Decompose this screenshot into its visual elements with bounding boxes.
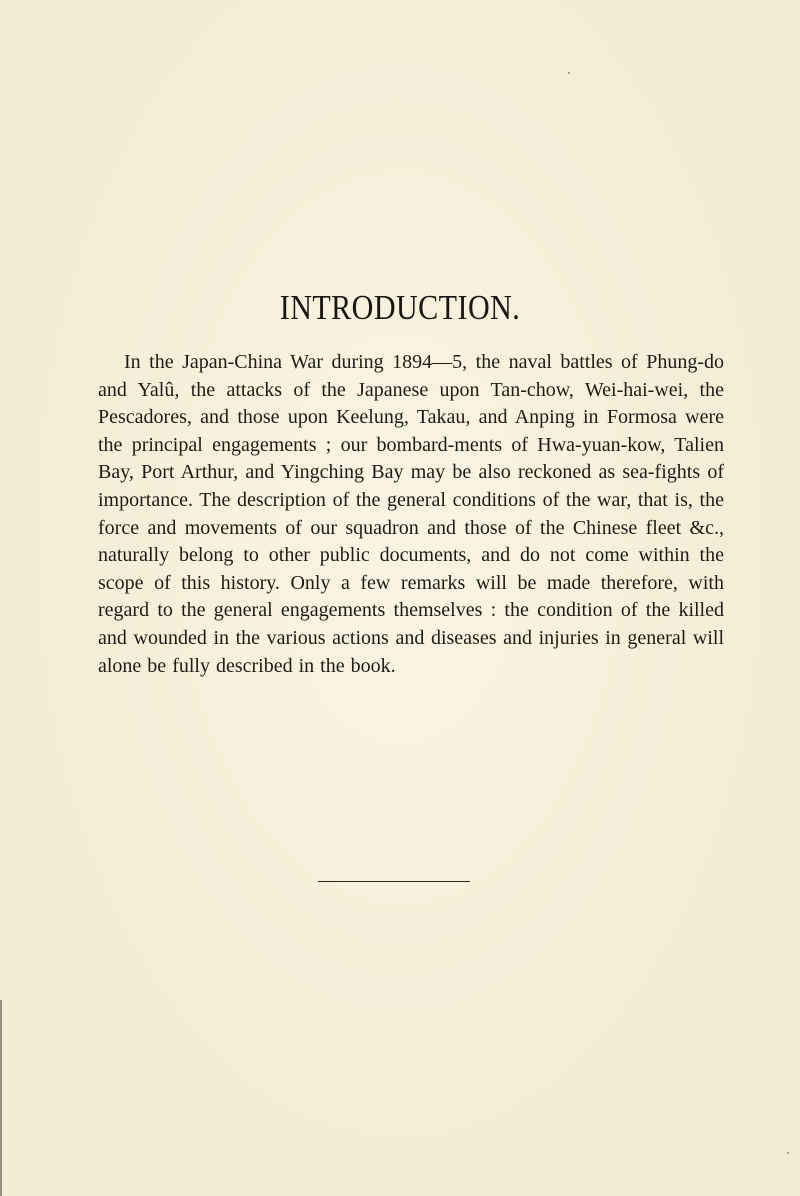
introduction-paragraph: In the Japan-China War during 1894—5, the naval battles of Phung-do and Yalû, the attacks of the Japanese upon Tan-chow, Wei-hai-wei, the Pescadores, and those upon Keelung, Takau, and Anping in Formosa were the principal engagements ; our bombard-ments of Hwa-yuan-kow, Talien Bay, Port Arthur, and Yingching Bay may be also reckoned as sea-fights of importance. The description of the general conditions of the war, that is, the force and movements of our squadron and those of the Chinese fleet &c., naturally belong to other public documents, and do not come within the scope of this history. Only a few remarks will be made therefore, with regard to the general engagements themselves : the condition of the killed and wounded in the various actions and diseases and injuries in general will alone be fully described in the book. [98,351,724,677]
section-divider-rule [318,881,470,882]
paper-speck [568,72,570,74]
page-edge-shadow [0,1000,2,1196]
paper-speck [787,1152,789,1154]
chapter-title: INTRODUCTION. [279,288,521,327]
